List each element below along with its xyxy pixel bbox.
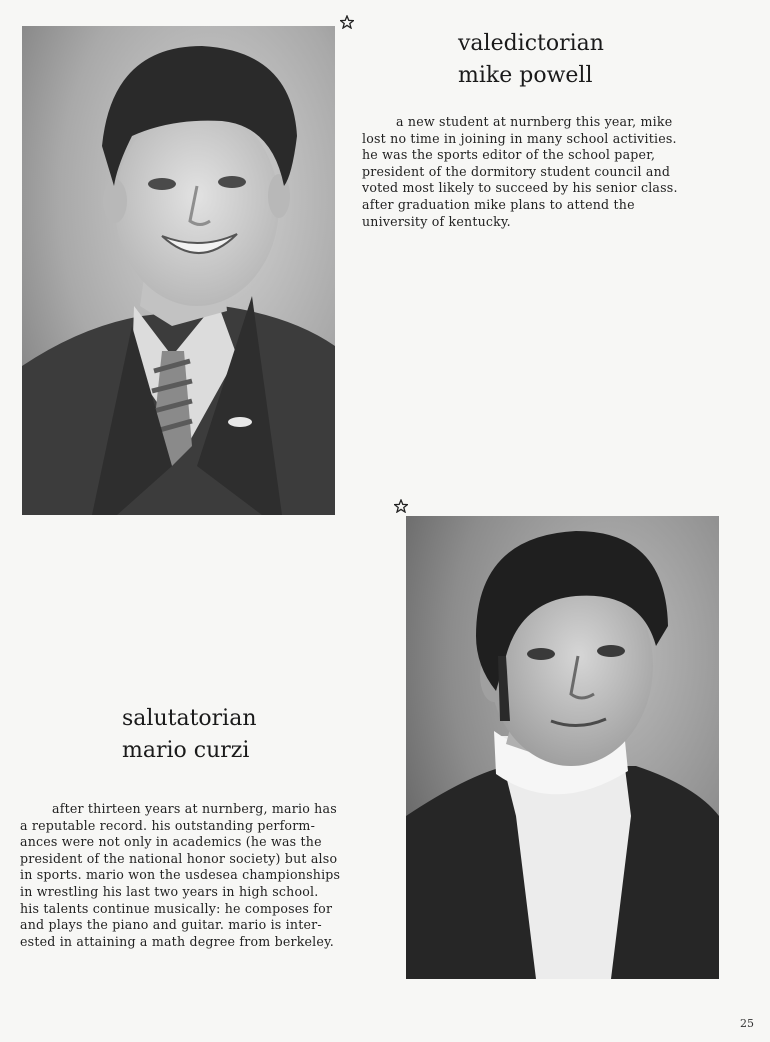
valedictorian-heading [458,28,604,92]
bio-line: president of the national honor society) but also [20,850,338,866]
bio-line: his talents continue musically: he composes for [20,900,333,916]
bio-line: after thirteen years at nurnberg, mario has [52,801,337,816]
bio-line: after graduation mike plans to attend the [362,196,635,212]
bio-line: university of kentucky. [362,213,511,229]
bio-line: in wrestling his last two years in high school. [20,883,319,899]
valedictorian-bio [362,114,732,230]
bio-line: ances were not only in academics (he was the [20,834,322,850]
bio-line: voted most likely to succeed by his senior class. [362,180,678,196]
salutatorian-title: salutatorian [122,706,257,731]
valedictorian-name: mike powell [458,63,593,88]
valedictorian-title: valedictorian [458,31,604,56]
bio-line: a new student at nurnberg this year, mike [396,114,673,129]
star-icon [340,15,354,29]
salutatorian-portrait [406,516,719,979]
salutatorian-bio [20,801,390,950]
bio-line: president of the dormitory student council and [362,163,671,179]
salutatorian-heading [122,703,257,767]
valedictorian-portrait [22,26,335,515]
star-icon [394,499,408,513]
bio-line: ested in attaining a math degree from berkeley. [20,933,334,949]
bio-line: a reputable record. his outstanding perform- [20,817,316,833]
bio-line: and plays the piano and guitar. mario is inter- [20,917,322,933]
bio-line: in sports. mario won the usdesea championships [20,867,341,883]
salutatorian-name: mario curzi [122,738,250,763]
bio-line: lost no time in joining in many school activities. [362,130,677,146]
bio-line: he was the sports editor of the school paper, [362,147,656,163]
page-number: 25 [740,1017,754,1030]
